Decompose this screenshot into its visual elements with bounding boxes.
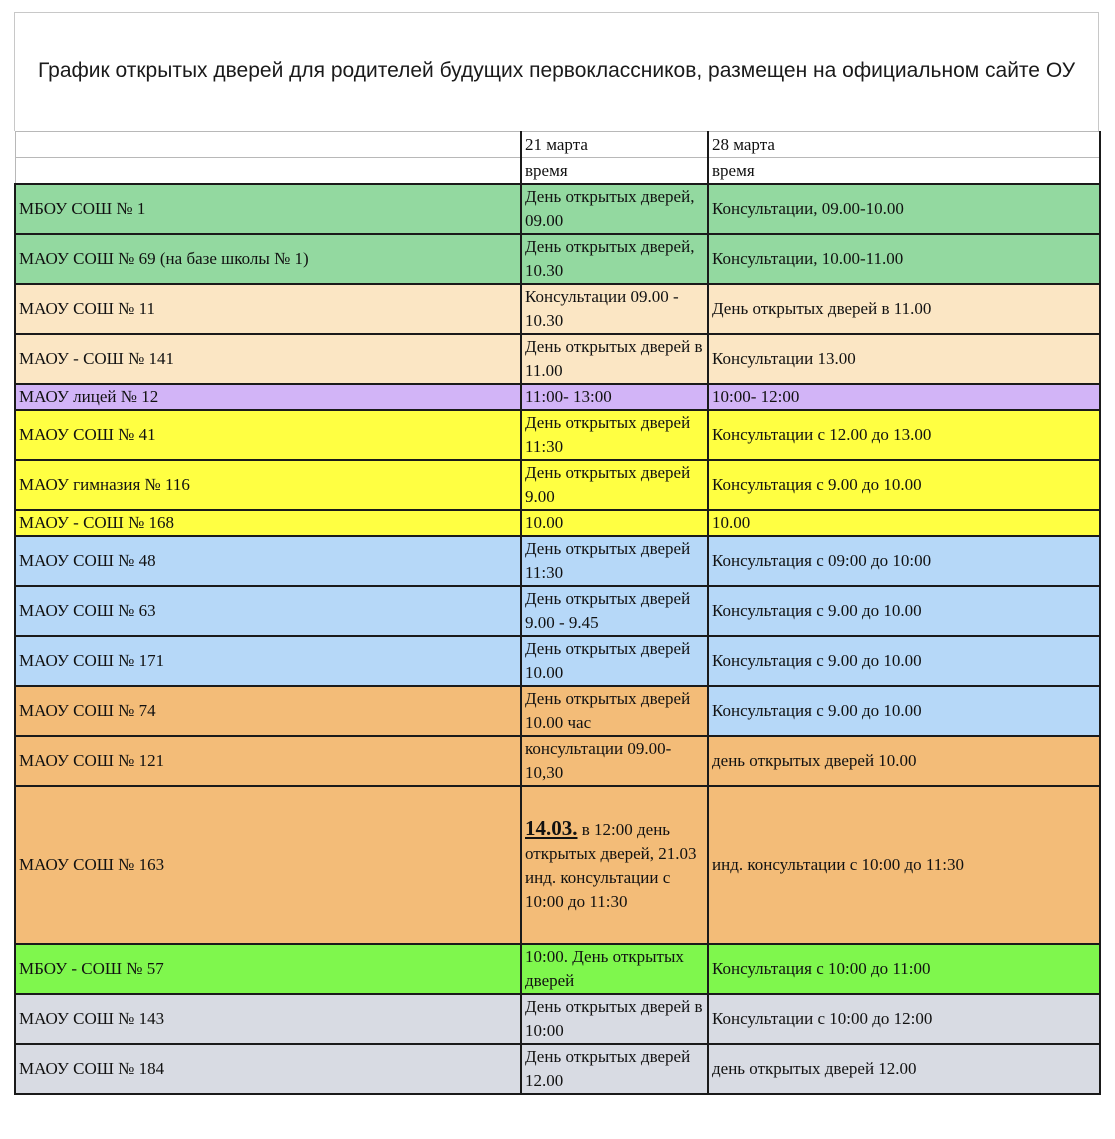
school-name: МАОУ СОШ № 11 [15,284,521,334]
schedule-21-march: День открытых дверей 10.00 [521,636,708,686]
school-name: МБОУ СОШ № 1 [15,184,521,234]
header-empty-cell [15,158,521,185]
school-name: МАОУ СОШ № 184 [15,1044,521,1094]
school-name: МАОУ СОШ № 171 [15,636,521,686]
schedule-28-march: день открытых дверей 12.00 [708,1044,1100,1094]
schedule-21-march: День открытых дверей в 10:00 [521,994,708,1044]
table-row [15,586,1100,636]
schedule-21-march: День открытых дверей 12.00 [521,1044,708,1094]
table-row [15,1044,1100,1094]
schedule-21-march: День открытых дверей 11:30 [521,410,708,460]
schedule-21-march: День открытых дверей 9.00 [521,460,708,510]
schedule-28-march: Консультации с 10:00 до 12:00 [708,994,1100,1044]
schedule-28-march: Консультации 13.00 [708,334,1100,384]
header-row-dates [15,132,1100,158]
schedule-21-march: День открытых дверей 9.00 - 9.45 [521,586,708,636]
schedule-28-march: Консультация с 9.00 до 10.00 [708,686,1100,736]
school-name: МАОУ СОШ № 143 [15,994,521,1044]
table-row [15,460,1100,510]
schedule-28-march: инд. консультации с 10:00 до 11:30 [708,786,1100,944]
schedule-21-march: 10.00 [521,510,708,536]
table-row [15,944,1100,994]
schedule-28-march: Консультация с 10:00 до 11:00 [708,944,1100,994]
schedule-28-march: 10.00 [708,510,1100,536]
school-name: МАОУ СОШ № 63 [15,586,521,636]
schedule-28-march: Консультация с 9.00 до 10.00 [708,636,1100,686]
schedule-28-march: Консультации с 12.00 до 13.00 [708,410,1100,460]
table-row [15,736,1100,786]
document-title: График открытых дверей для родителей будущих первоклассников, размещен на официальном сайте ОУ [14,12,1099,131]
school-name: МАОУ - СОШ № 141 [15,334,521,384]
schedule-28-march: Консультация с 09:00 до 10:00 [708,536,1100,586]
header-time-21: время [521,158,708,185]
table-row [15,536,1100,586]
table-row [15,184,1100,234]
schedule-21-march: День открытых дверей 10.00 час [521,686,708,736]
schedule-21-march [521,786,708,944]
header-empty-cell [15,132,521,158]
schedule-21-march: 11:00- 13:00 [521,384,708,410]
header-date-28: 28 марта [708,132,1100,158]
highlighted-date: 14.03. [525,816,578,840]
schedule-21-march: День открытых дверей в 11.00 [521,334,708,384]
table-row [15,334,1100,384]
school-name: МАОУ - СОШ № 168 [15,510,521,536]
schedule-document [14,12,1099,1095]
table-row [15,636,1100,686]
school-name: МАОУ гимназия № 116 [15,460,521,510]
school-name: МБОУ - СОШ № 57 [15,944,521,994]
school-name: МАОУ СОШ № 163 [15,786,521,944]
table-row [15,686,1100,736]
schedule-28-march: День открытых дверей в 11.00 [708,284,1100,334]
table-row [15,384,1100,410]
schedule-21-march: консультации 09.00- 10,30 [521,736,708,786]
school-name: МАОУ СОШ № 48 [15,536,521,586]
header-time-28: время [708,158,1100,185]
header-date-21: 21 марта [521,132,708,158]
schedule-21-march: День открытых дверей, 09.00 [521,184,708,234]
schedule-28-march: Консультации, 09.00-10.00 [708,184,1100,234]
school-name: МАОУ СОШ № 74 [15,686,521,736]
table-row [15,284,1100,334]
schedule-28-march: Консультация с 9.00 до 10.00 [708,586,1100,636]
schedule-21-march-text: в 12:00 день открытых дверей, 21.03 инд. консультации с 10:00 до 11:30 [525,820,697,911]
header-row-time [15,158,1100,185]
school-name: МАОУ СОШ № 121 [15,736,521,786]
table-row [15,234,1100,284]
school-name: МАОУ СОШ № 69 (на базе школы № 1) [15,234,521,284]
school-name: МАОУ СОШ № 41 [15,410,521,460]
schedule-21-march: Консультации 09.00 - 10.30 [521,284,708,334]
table-row [15,510,1100,536]
table-row [15,994,1100,1044]
schedule-21-march: 10:00. День открытых дверей [521,944,708,994]
table-row [15,786,1100,944]
schedule-28-march: 10:00- 12:00 [708,384,1100,410]
schedule-28-march: день открытых дверей 10.00 [708,736,1100,786]
schedule-21-march: День открытых дверей, 10.30 [521,234,708,284]
schedule-28-march: Консультация с 9.00 до 10.00 [708,460,1100,510]
school-name: МАОУ лицей № 12 [15,384,521,410]
schedule-21-march: День открытых дверей 11:30 [521,536,708,586]
table-row [15,410,1100,460]
schedule-table [14,131,1101,1095]
schedule-28-march: Консультации, 10.00-11.00 [708,234,1100,284]
